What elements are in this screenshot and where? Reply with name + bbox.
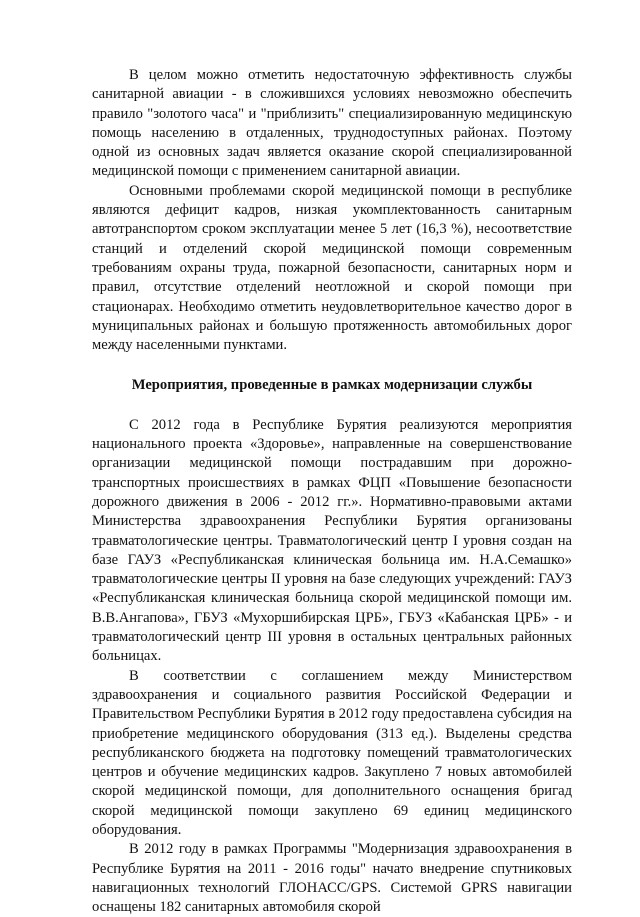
document-page — [92, 66, 572, 917]
paragraph-agreement-subsidy: В соответствии с соглашением между Министерством здравоохранения и социального развития Российской Федерации и Правительством Республики Бурятия в 2012 году предоставлена субсидия на приобретение медицинского оборудования (313 ед.). Выделены средства республиканского бюджета на подготовку помещений травматологических центров и обучение медицинских кадров. Закуплено 7 новых автомобилей скорой медицинской помощи, для дополнительного оснащения бригад скорой медицинской помощи закуплено 69 единиц медицинского оборудования. — [92, 667, 572, 838]
paragraph-glonass-navigation: В 2012 году в рамках Программы "Модернизация здравоохранения в Республике Бурятия на 2011 - 2016 годы" начато внедрение спутниковых навигационных технологий ГЛОНАСС/GPS. Системой GPRS навигации оснащены 182 санитарных автомобиля скорой — [92, 841, 572, 916]
paragraph-health-project: С 2012 года в Республике Бурятия реализуются мероприятия национального проекта «Здоровье», направленные на совершенствование организации медицинской помощи пострадавшим при дорожно-транспортных происшествиях в рамках ФЦП «Повышение безопасности дорожного движения в 2006 - 2012 гг.». Нормативно-правовыми актами Министерства здравоохранения Республики Бурятия организованы травматологические центры. Травматологический центр I уровня создан на базе ГАУЗ «Республиканская клиническая больница им. Н.А.Семашко» травматологические центры II уровня на базе следующих учреждений: ГАУЗ «Республиканская клиническая больница скорой медицинской помощи им. В.В.Ангапова», ГБУЗ «Мухоршибирская ЦРБ», ГБУЗ «Кабанская ЦРБ» - и травматологический центр III уровня в остальных центральных районных больницах. — [92, 416, 572, 665]
paragraph-sanitary-aviation: В целом можно отметить недостаточную эффективность службы санитарной авиации - в сложившихся условиях невозможно обеспечить правило "золотого часа" и "приблизить" специализированную медицинскую помощь населению в отдаленных, труднодоступных районах. Поэтому одной из основных задач является оказание скорой специализированной медицинской помощи с применением санитарной авиации. — [92, 67, 572, 180]
section-heading: Мероприятия, проведенные в рамках модернизации службы — [131, 377, 533, 394]
paragraph-main-problems: Основными проблемами скорой медицинской помощи в республике являются дефицит кадров, низкая укомплектованность санитарным автотранспортом сроком эксплуатации менее 5 лет (16,3 %), несоответствие станций и отделений скорой медицинской помощи современным требованиям охраны труда, пожарной безопасности, санитарных норм и правил, отсутствие отделений неотложной и скорой помощи при стационарах. Необходимо отметить неудовлетворительное качество дорог в муниципальных районах и большую протяженность автомобильных дорог между населенными пунктами. — [92, 182, 572, 354]
